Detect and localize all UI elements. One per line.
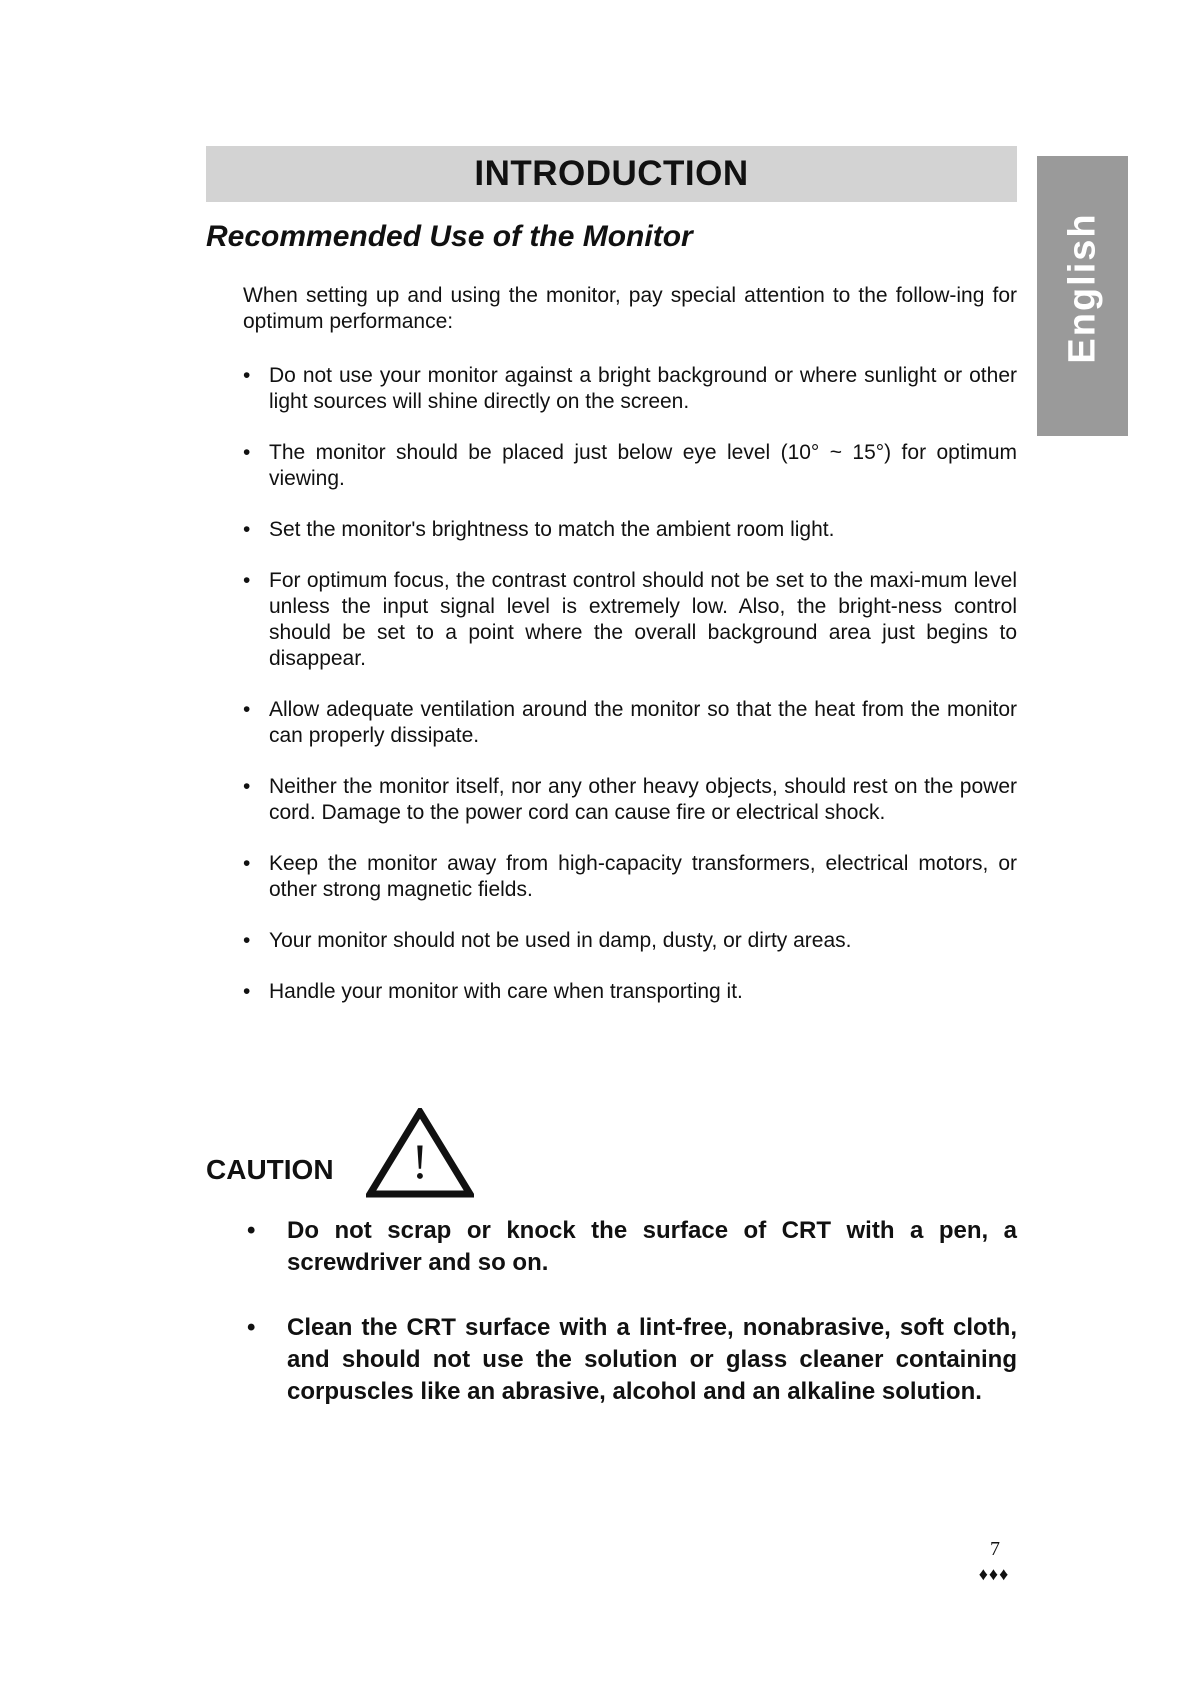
section-title: Recommended Use of the Monitor: [206, 220, 693, 253]
language-tab: [1037, 156, 1128, 436]
list-item-text: Do not use your monitor against a bright background or where sunlight or other light sources will shine directly on the screen.: [269, 364, 1017, 413]
bullet-icon: •: [243, 929, 251, 952]
diamond-ornament-icon: ♦♦♦: [978, 1564, 1010, 1584]
bullet-icon: •: [243, 852, 251, 875]
list-item: [243, 440, 1017, 492]
header-band: [206, 146, 1017, 202]
list-item: [243, 697, 1017, 749]
list-item: [243, 928, 1017, 954]
bullet-icon: •: [247, 1217, 256, 1244]
caution-item: [247, 1312, 1017, 1408]
list-item-text: For optimum focus, the contrast control should not be set to the maxi-mum level unless the input signal level is extremely low. Also, the bright-ness control should be set to a point where the overall background area just begins to disappear.: [269, 569, 1017, 670]
bullet-icon: •: [243, 775, 251, 798]
page-title: INTRODUCTION: [474, 154, 749, 193]
intro-paragraph: When setting up and using the monitor, pay special attention to the follow-ing for optimum performance:: [243, 284, 1017, 333]
list-item: [243, 774, 1017, 826]
list-item-text: Set the monitor's brightness to match the ambient room light.: [269, 518, 835, 541]
bullet-icon: •: [243, 441, 251, 464]
bullet-icon: •: [243, 364, 251, 387]
list-item-text: Keep the monitor away from high-capacity transformers, electrical motors, or other strong magnetic fields.: [269, 852, 1017, 901]
list-item-text: Your monitor should not be used in damp, dusty, or dirty areas.: [269, 929, 852, 952]
bullet-icon: •: [247, 1314, 256, 1341]
list-item-text: The monitor should be placed just below eye level (10° ~ 15°) for optimum viewing.: [269, 441, 1017, 490]
recommendation-list: [243, 363, 1017, 1030]
caution-heading: CAUTION: [206, 1154, 334, 1185]
caution-list: [247, 1215, 1017, 1441]
list-item: [243, 568, 1017, 672]
list-item: [243, 363, 1017, 415]
page-number: 7: [990, 1538, 1000, 1560]
bullet-icon: •: [243, 698, 251, 721]
bullet-icon: •: [243, 569, 251, 592]
list-item: [243, 517, 1017, 543]
list-item-text: Allow adequate ventilation around the monitor so that the heat from the monitor can properly dissipate.: [269, 698, 1017, 747]
list-item: [243, 851, 1017, 903]
warning-triangle-icon: [366, 1108, 474, 1200]
warning-exclamation: !: [411, 1133, 429, 1189]
list-item: [243, 979, 1017, 1005]
list-item-text: Handle your monitor with care when transporting it.: [269, 980, 743, 1003]
bullet-icon: •: [243, 518, 251, 541]
caution-item-text: Do not scrap or knock the surface of CRT with a pen, a screwdriver and so on.: [287, 1217, 1017, 1276]
caution-item: [247, 1215, 1017, 1279]
list-item-text: Neither the monitor itself, nor any other heavy objects, should rest on the power cord. Damage to the power cord can cause fire or electrical shock.: [269, 775, 1017, 824]
bullet-icon: •: [243, 980, 251, 1003]
language-tab-label: English: [1061, 212, 1103, 364]
caution-item-text: Clean the CRT surface with a lint-free, nonabrasive, soft cloth, and should not use the solution or glass cleaner containing corpuscles like an abrasive, alcohol and an alkaline solution.: [287, 1314, 1017, 1405]
